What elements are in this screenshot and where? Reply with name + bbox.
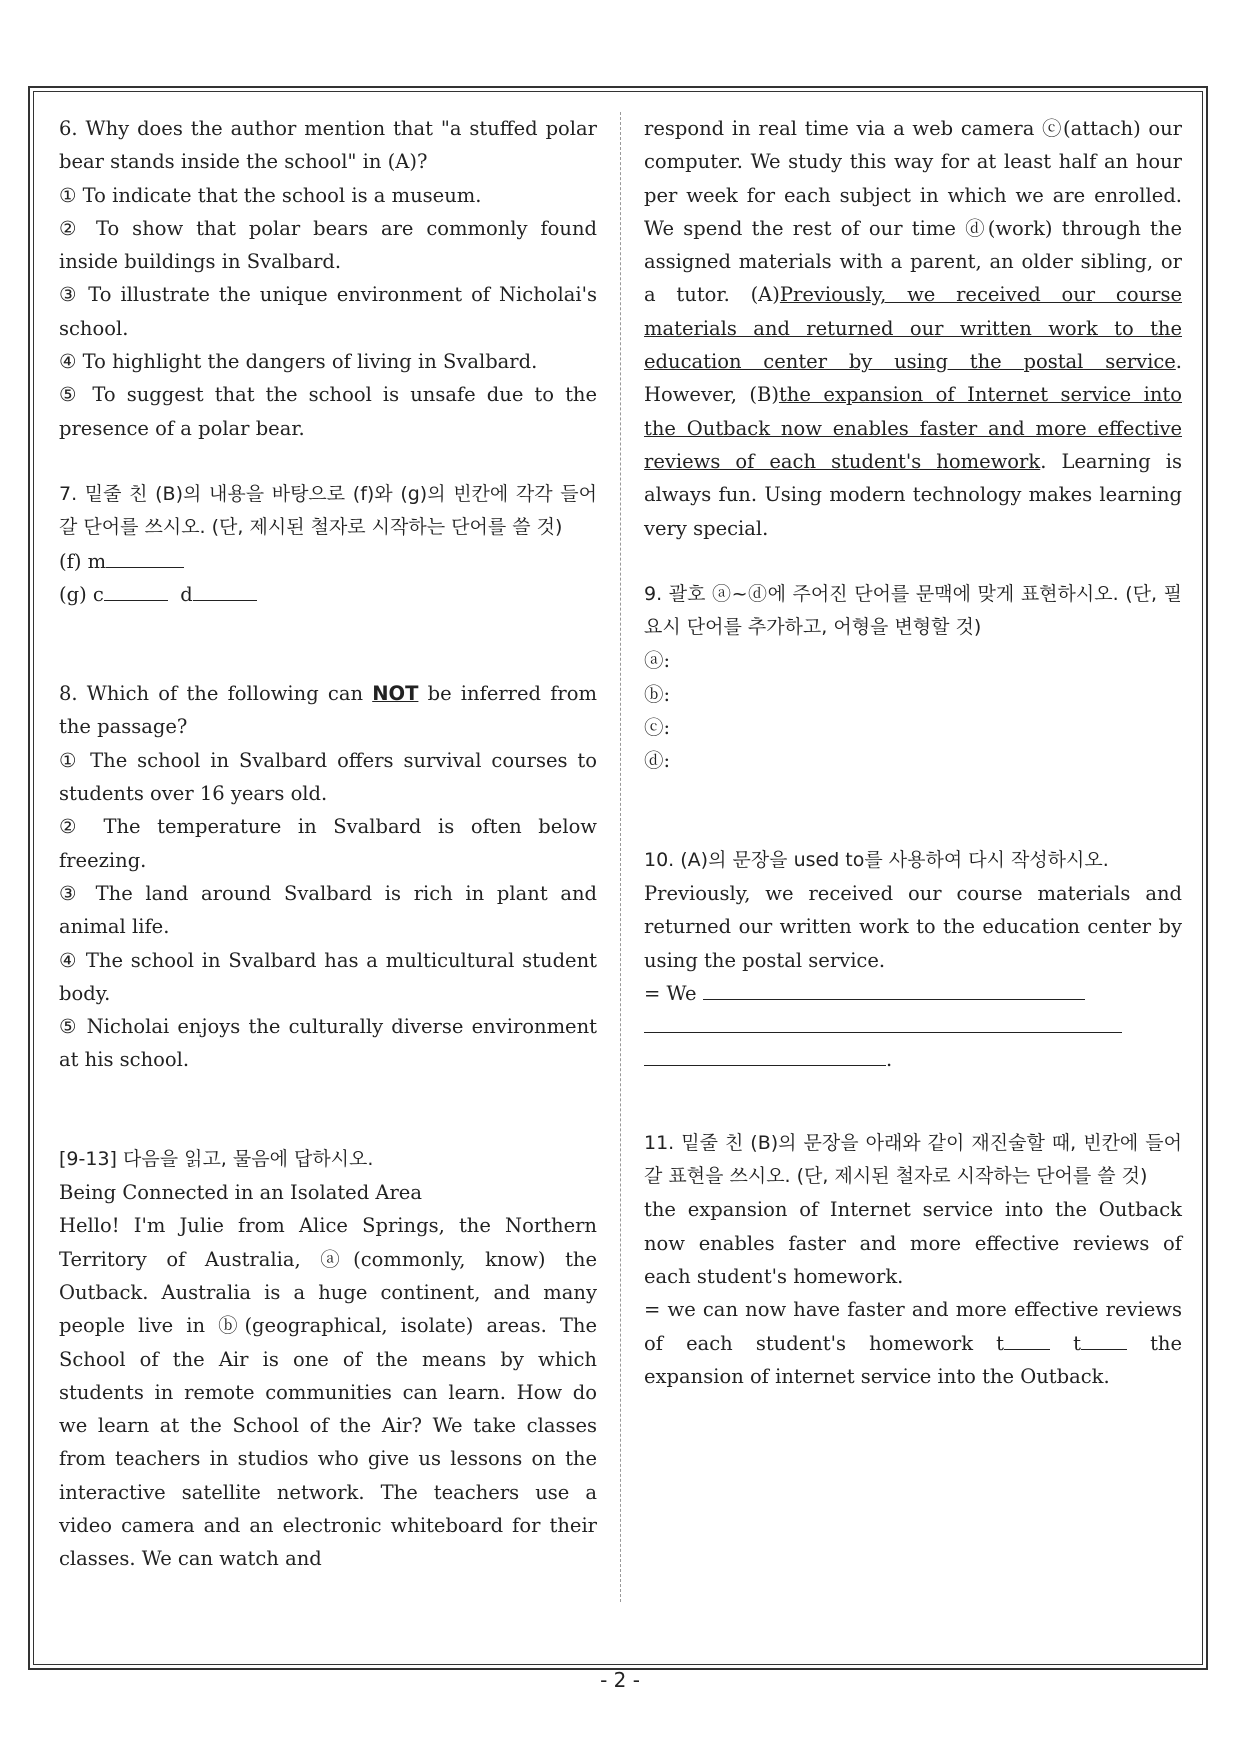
q6-option-2: ② To show that polar bears are commonly found inside buildings in Svalbard.: [59, 216, 597, 274]
q6-stem: 6. Why does the author mention that "a stuffed polar bear stands inside the school" in (A)?: [59, 117, 597, 174]
q6-option-3: ③ To illustrate the unique environment of Nicholai's school.: [59, 283, 597, 340]
passage-right-mid: . However, (B): [644, 350, 1182, 407]
q7-f-line: [59, 545, 597, 578]
q8-option-4: ④ The school in Svalbard has a multicultural student body.: [59, 948, 597, 1005]
passage-block: [59, 1143, 597, 1576]
q10-answer-blank-1: [703, 981, 1085, 1000]
passage-title: Being Connected in an Isolated Area: [59, 1181, 422, 1205]
q6-option-5: ⑤ To suggest that the school is unsafe due to the presence of a polar bear.: [59, 383, 597, 440]
q6-option-1: ① To indicate that the school is a museum.: [59, 183, 482, 207]
passage-right-pre: respond in real time via a web camera ⓒ(attach) our computer. We study this way for at least half an hour per week for each subject in which we are enrolled. We spend the rest of our time ⓓ(work) through the assigned materials with a parent, an older sibling, or a tutor. (A): [644, 117, 1182, 307]
q10-answer-end: .: [886, 1048, 893, 1072]
q11-blank-2: [1081, 1331, 1127, 1350]
q7-g-line: [59, 578, 597, 611]
q9-label-a: ⓐ:: [644, 649, 671, 673]
q8-stem-b: be inferred from the passage?: [59, 682, 597, 739]
q7-g-blank-2: [193, 582, 257, 601]
q8-option-2: ② The temperature in Svalbard is often below freezing.: [59, 815, 597, 872]
right-column: [644, 112, 1182, 1393]
q6-option-4: ④ To highlight the dangers of living in Svalbard.: [59, 350, 538, 374]
q10-answer-line-3: [644, 1043, 1182, 1076]
passage-header: [9-13] 다음을 읽고, 물음에 답하시오.: [59, 1147, 374, 1170]
q7-g-label-2: d: [180, 582, 193, 606]
q7-stem: 7. 밑줄 친 (B)의 내용을 바탕으로 (f)와 (g)의 빈칸에 각각 들어갈 단어를 쓰시오. (단, 제시된 철자로 시작하는 단어를 쓸 것): [59, 482, 597, 539]
q7-f-label: (f) m: [59, 549, 107, 573]
q10-answer-line-1: [644, 977, 1182, 1010]
q7-g-blank-1: [104, 582, 168, 601]
q10-answer-line-2: [644, 1010, 1182, 1043]
q11-rewrite: [644, 1293, 1182, 1393]
question-7: [59, 478, 597, 611]
question-8: [59, 677, 597, 1077]
left-column: [59, 112, 597, 1576]
q8-option-5: ⑤ Nicholai enjoys the culturally diverse environment at his school.: [59, 1015, 597, 1072]
q10-answer-blank-3: [644, 1047, 886, 1066]
question-10: [644, 844, 1182, 1077]
q11-original: the expansion of Internet service into the Outback now enables faster and more effective reviews of each student's homework.: [644, 1198, 1182, 1288]
q11-rewrite-a: = we can now have faster and more effective reviews of each student's homework t: [644, 1298, 1182, 1355]
q9-label-b: ⓑ:: [644, 682, 671, 706]
page-number: - 2 -: [600, 1668, 640, 1692]
q8-stem-not: NOT: [372, 682, 419, 706]
q10-sentence: Previously, we received our course materials and returned our written work to the education center by using the postal service.: [644, 881, 1182, 972]
passage-text-right: [644, 112, 1182, 545]
q8-stem-a: 8. Which of the following can: [59, 682, 373, 706]
column-divider: [620, 112, 621, 1602]
q10-answer-blank-2: [644, 1014, 1122, 1033]
q9-stem: 9. 괄호 ⓐ~ⓓ에 주어진 단어를 문맥에 맞게 표현하시오. (단, 필요시 단어를 추가하고, 어형을 변형할 것): [644, 582, 1182, 639]
q11-rewrite-b: t: [1073, 1331, 1081, 1355]
underlined-sentence-a: Previously, we received our course materials and returned our written work to the education center by using the postal service: [644, 283, 1182, 374]
q11-stem: 11. 밑줄 친 (B)의 문장을 아래와 같이 재진술할 때, 빈칸에 들어갈 표현을 쓰시오. (단, 제시된 철자로 시작하는 단어를 쓸 것): [644, 1131, 1182, 1188]
q9-label-d: ⓓ:: [644, 749, 671, 773]
q11-rewrite-c: the expansion of internet service into the Outback.: [644, 1331, 1183, 1388]
q10-answer-prefix: = We: [644, 981, 697, 1005]
q8-option-1: ① The school in Svalbard offers survival courses to students over 16 years old.: [59, 748, 597, 806]
passage-right-post: . Learning is always fun. Using modern technology makes learning very special.: [644, 449, 1182, 540]
q7-f-blank: [106, 549, 184, 568]
underlined-sentence-b: the expansion of Internet service into the Outback now enables faster and more effective reviews of each student's homework: [644, 383, 1182, 473]
q8-stem: [59, 677, 597, 744]
question-9: [644, 578, 1182, 778]
q11-blank-1: [1004, 1331, 1050, 1350]
q9-label-c: ⓒ:: [644, 716, 671, 740]
q7-g-label: (g) c: [59, 582, 104, 606]
question-11: [644, 1127, 1182, 1393]
question-6: [59, 112, 597, 445]
q8-option-3: ③ The land around Svalbard is rich in plant and animal life.: [59, 881, 597, 939]
q10-stem: 10. (A)의 문장을 used to를 사용하여 다시 작성하시오.: [644, 848, 1109, 871]
passage-text-left: Hello! I'm Julie from Alice Springs, the Northern Territory of Australia, ⓐ(commonly, know) the Outback. Australia is a huge continent, and many people live in ⓑ(geographical, isolate) areas. The School of the Air is one of the means by which students in remote communities can learn. How do we learn at the School of the Air? We take classes from teachers in studios who give us lessons on the interactive satellite network. The teachers use a video camera and an electronic whiteboard for their classes. We can watch and: [59, 1214, 597, 1571]
